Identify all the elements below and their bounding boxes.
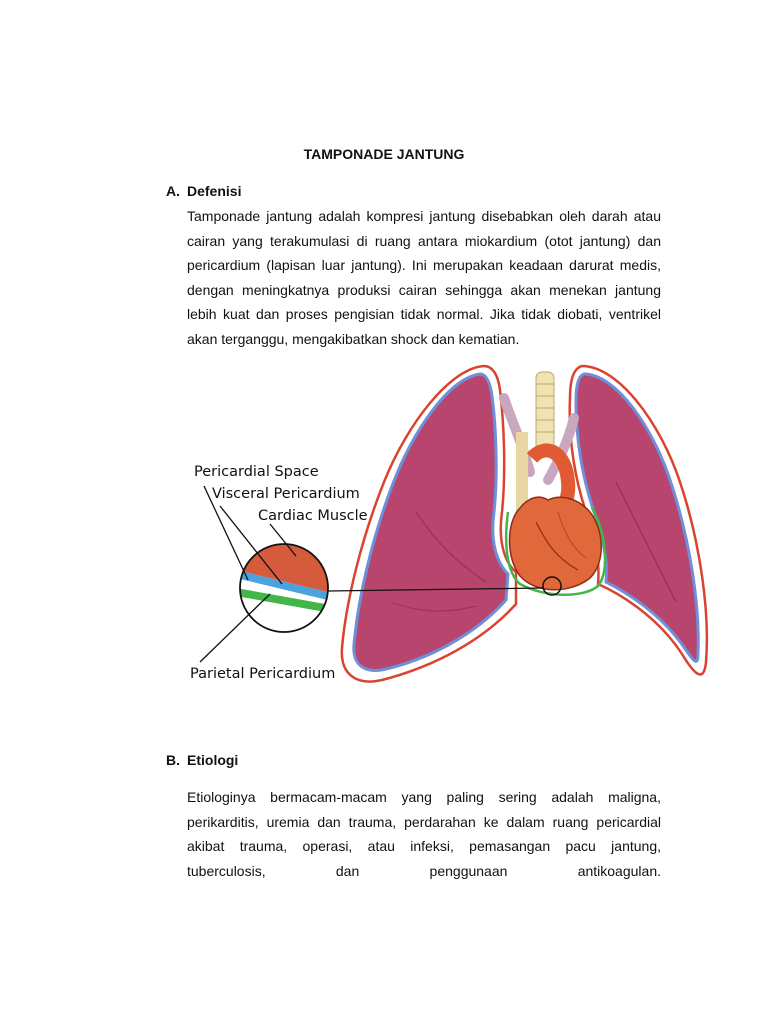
section-a-heading xyxy=(166,183,241,199)
parietal-pericardium-pointer xyxy=(200,594,270,662)
pericardium-figure xyxy=(186,362,710,702)
magnified-view xyxy=(236,542,336,642)
label-parietal-pericardium: Parietal Pericardium xyxy=(190,666,336,682)
section-a-paragraph: Tamponade jantung adalah kompresi jantung disebabkan oleh darah atau cairan yang terakumulasi di ruang antara miokardium (otot jantung) dan pericardium (lapisan luar jantung). Ini merupakan keadaan darurat medis, dengan meningkatnya produksi cairan sehingga akan menekan jantung lebih kuat dan proses pengisian tidak normal. Jika tidak diobati, ventrikel akan terganggu, mengakibatkan shock dan kematian. xyxy=(187,208,661,347)
label-visceral-pericardium: Visceral Pericardium xyxy=(212,486,360,502)
heart xyxy=(510,497,602,590)
heart-lungs-illustration xyxy=(186,362,710,702)
section-a-title: Defenisi xyxy=(187,183,242,199)
label-cardiac-muscle: Cardiac Muscle xyxy=(258,508,368,524)
section-b-paragraph: Etiologinya bermacam-macam yang paling sering adalah maligna, perikarditis, uremia dan trauma, perdarahan ke dalam ruang pericardial akibat trauma, operasi, atau infeksi, pemasangan pacu jantung, tuberculosis, dan penggunaan antikoagulan. xyxy=(187,789,661,879)
section-b-number: B. xyxy=(166,752,180,768)
section-b-title: Etiologi xyxy=(187,752,239,768)
section-a-number: A. xyxy=(166,183,180,199)
section-b-heading xyxy=(166,752,238,768)
document-title: TAMPONADE JANTUNG xyxy=(303,146,465,162)
label-pericardial-space: Pericardial Space xyxy=(194,464,319,480)
trachea xyxy=(536,372,554,452)
